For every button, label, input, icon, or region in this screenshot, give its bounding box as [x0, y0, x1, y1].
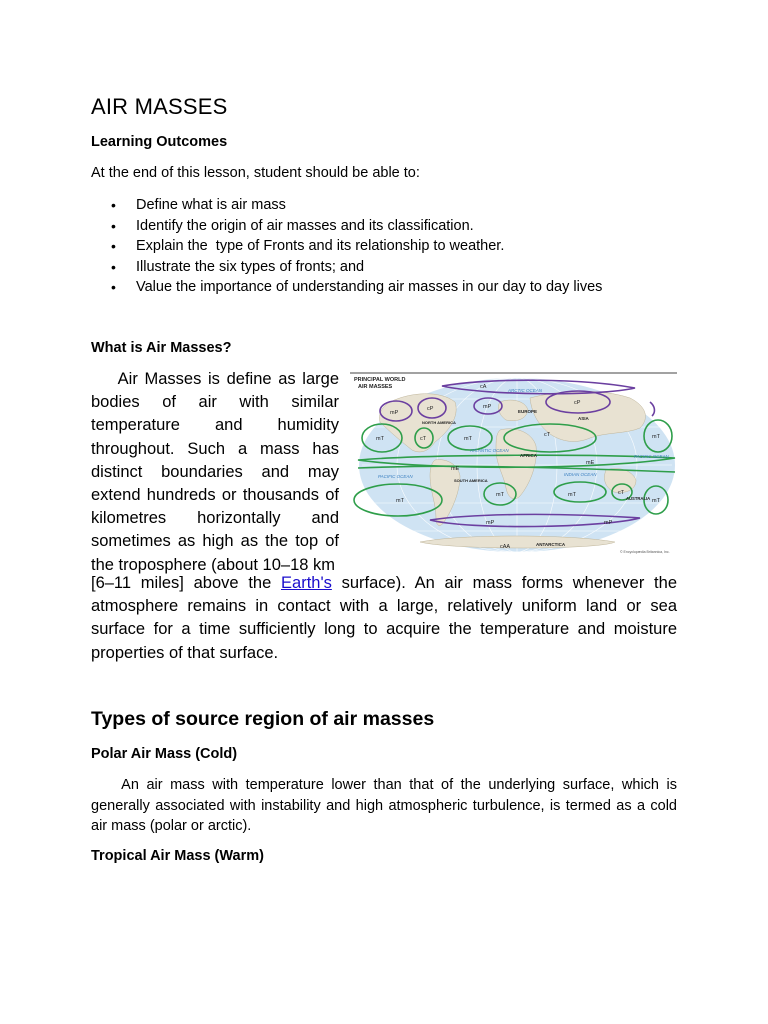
- mass-label-mT: mT: [464, 436, 472, 442]
- list-item: • Illustrate the six types of fronts; and: [91, 257, 602, 278]
- mass-label-cA: cA: [480, 384, 487, 390]
- page-title: AIR MASSES: [91, 94, 228, 119]
- learning-outcomes-intro: At the end of this lesson, student should be able to:: [91, 165, 420, 181]
- mass-label-cAA: cAA: [500, 544, 511, 550]
- mass-label-cP: cP: [427, 406, 434, 412]
- mass-label-mP: mP: [390, 410, 399, 416]
- label-europe: EUROPE: [518, 409, 538, 414]
- label-north-america: NORTH AMERICA: [422, 420, 456, 425]
- mass-label-cP: cP: [574, 400, 581, 406]
- mass-label-cT: cT: [544, 432, 551, 438]
- mass-label-mE: mE: [586, 460, 595, 466]
- label-pacific-ocean-left: PACIFIC OCEAN: [378, 474, 413, 479]
- mass-label-mP: mP: [486, 520, 495, 526]
- mass-label-mT: mT: [396, 498, 404, 504]
- mass-label-mT: mT: [568, 492, 576, 498]
- label-africa: AFRICA: [520, 453, 537, 458]
- air-masses-map-figure: [350, 372, 677, 556]
- map-title-line2: AIR MASSES: [358, 384, 393, 390]
- what-is-paragraph-part1-tail: [6–11 miles] above the: [91, 574, 282, 592]
- label-south-america: SOUTH AMERICA: [454, 478, 488, 483]
- tropical-air-mass-heading: Tropical Air Mass (Warm): [91, 848, 264, 864]
- polar-air-mass-body: [91, 775, 677, 837]
- label-antarctica: ANTARCTICA: [536, 542, 566, 547]
- label-australia: AUSTRALIA: [626, 496, 651, 501]
- list-item: • Identify the origin of air masses and its classification.: [91, 216, 602, 237]
- map-title-line1: PRINCIPAL WORLD: [354, 377, 406, 383]
- earth-link[interactable]: Earth's: [281, 574, 332, 592]
- types-heading: Types of source region of air masses: [91, 708, 435, 730]
- polar-air-mass-heading: Polar Air Mass (Cold): [91, 746, 238, 762]
- map-copyright: © Encyclopædia Britannica, Inc.: [620, 550, 670, 554]
- mass-label-mT: mT: [652, 498, 660, 504]
- label-pacific-ocean-right: PACIFIC OCEAN: [634, 454, 669, 459]
- mass-label-mP: mP: [483, 404, 492, 410]
- list-item: • Explain the type of Fronts and its relationship to weather.: [91, 236, 602, 257]
- mass-label-mE: mE: [451, 466, 460, 472]
- learning-outcomes-heading: Learning Outcomes: [91, 134, 228, 150]
- list-item: • Value the importance of understanding air masses in our day to day lives: [91, 277, 602, 298]
- mass-label-mT: mT: [496, 492, 504, 498]
- what-is-paragraph-part1: Air Masses is define as large bodies of air with similar temperature and humidity throughout. Such a mass has distinct boundaries and may extend hundreds or thousands of kilometres horizontally and sometimes as high as the top of the troposphere (about 10–18 km: [91, 370, 339, 574]
- air-masses-map: [350, 372, 677, 556]
- label-asia: ASIA: [578, 416, 589, 421]
- mass-label-cT: cT: [618, 490, 625, 496]
- what-is-paragraph-part2: surface). An air mass forms whenever the atmosphere remains in contact with a large, relatively uniform land or sea surface for a time sufficiently long to acquire the temperature and moisture properties of that surface.: [91, 574, 677, 662]
- what-is-heading: What is Air Masses?: [91, 340, 232, 356]
- polar-air-mass-text: An air mass with temperature lower than that of the underlying surface, which is generally associated with instability and high atmospheric turbulence, is termed as a cold air mass (polar or arctic).: [91, 777, 677, 835]
- what-is-paragraph-wrapped: [91, 368, 339, 577]
- mass-label-mP: mP: [604, 520, 613, 526]
- mass-label-mT: mT: [376, 436, 384, 442]
- what-is-paragraph-continued: [91, 572, 677, 665]
- learning-outcomes-list: [91, 195, 602, 298]
- mass-label-cT: cT: [420, 436, 427, 442]
- list-item: • Define what is air mass: [91, 195, 602, 216]
- label-indian-ocean: INDIAN OCEAN: [564, 472, 597, 477]
- mass-label-mT: mT: [652, 434, 660, 440]
- label-arctic-ocean: ARCTIC OCEAN: [508, 388, 543, 393]
- label-atlantic-ocean: ATLANTIC OCEAN: [470, 448, 509, 453]
